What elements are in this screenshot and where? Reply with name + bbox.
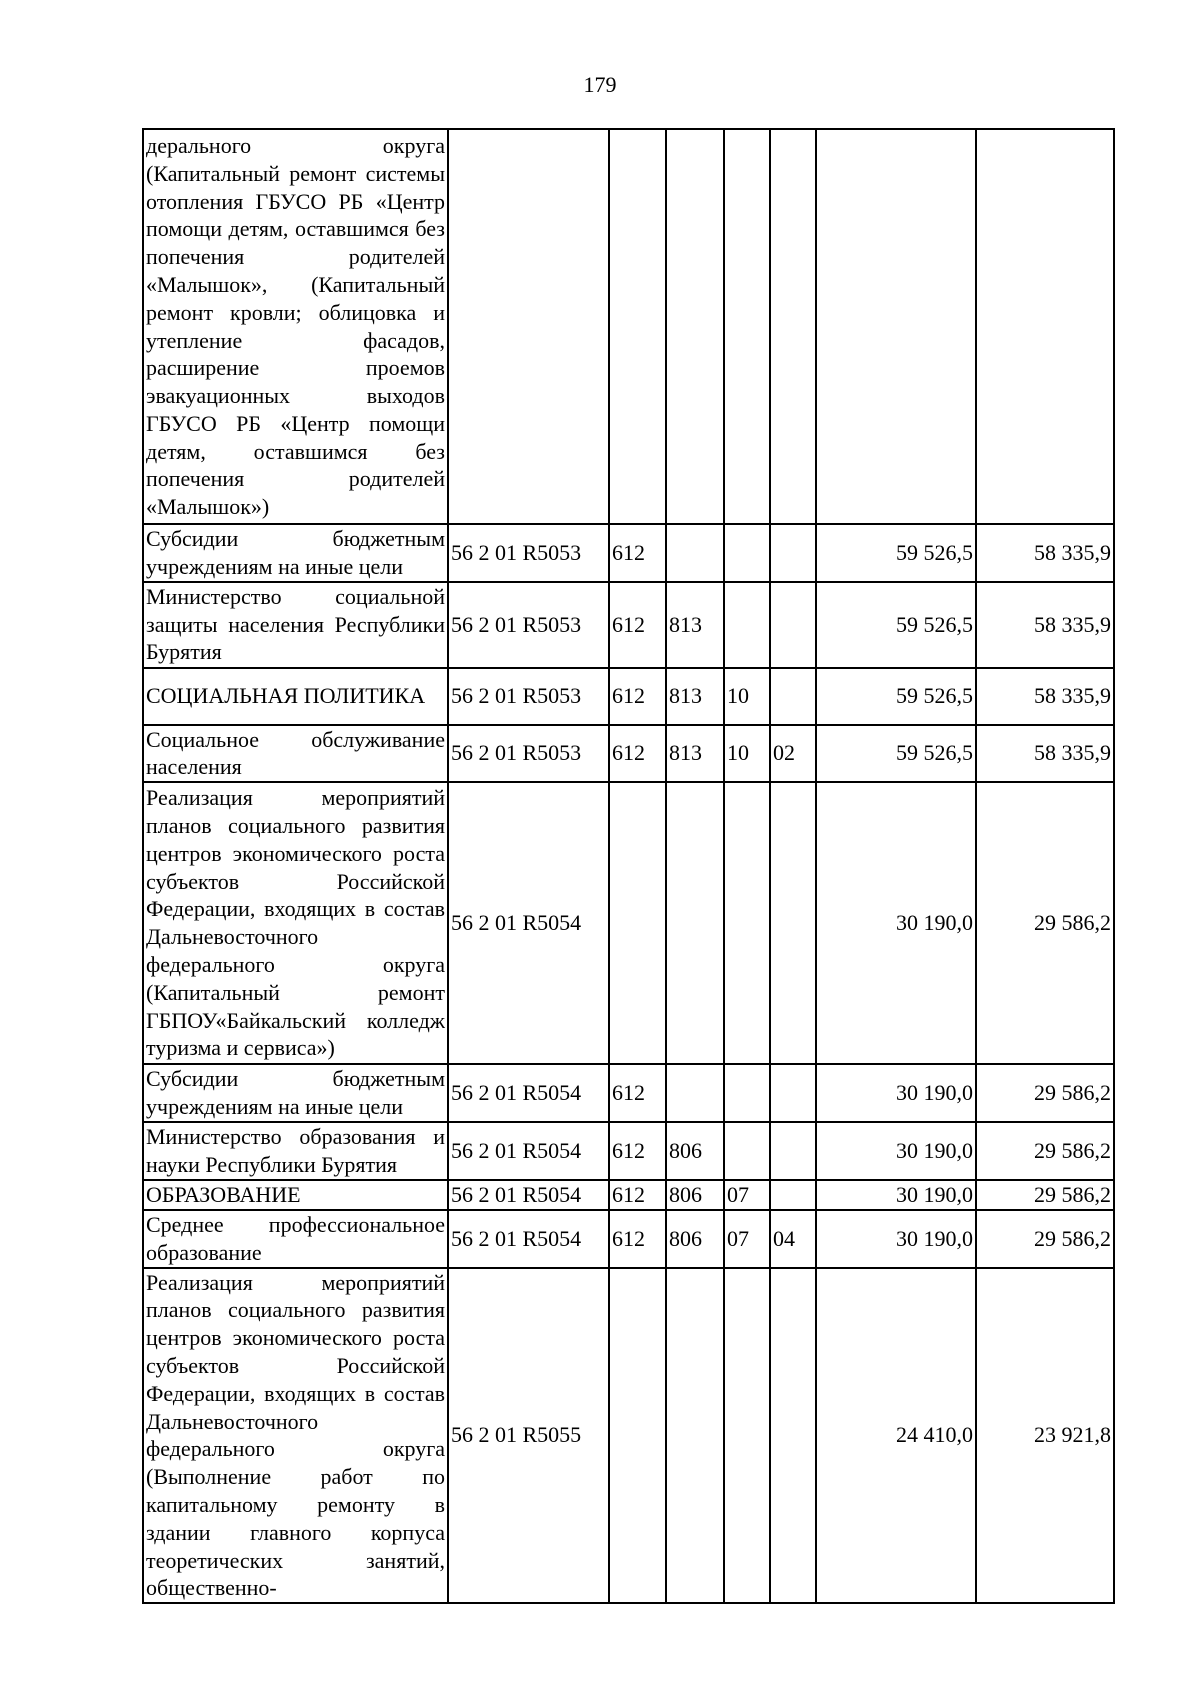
table-row <box>143 782 1114 1064</box>
table-row <box>143 1064 1114 1122</box>
amount-1-cell: 59 526,5 <box>816 725 976 783</box>
section-cell <box>724 582 770 668</box>
expense-type-cell: 612 <box>609 524 666 582</box>
ministry-cell <box>666 524 724 582</box>
target-code-cell: 56 2 01 R5053 <box>448 668 609 725</box>
target-code-cell: 56 2 01 R5054 <box>448 1180 609 1210</box>
description-cell: Реализация мероприятий планов социального развития центров экономического роста субъектов Российской Федерации, входящих в состав Дальневосточного федерального округа (Капитальный ремонт ГБПОУ«Байкальский колледж туризма и сервиса») <box>143 782 448 1064</box>
ministry-cell: 806 <box>666 1210 724 1268</box>
subsection-cell <box>770 1122 816 1180</box>
subsection-cell <box>770 1268 816 1604</box>
expense-type-cell: 612 <box>609 668 666 725</box>
subsection-cell: 02 <box>770 725 816 783</box>
table-row <box>143 1122 1114 1180</box>
amount-1-cell: 59 526,5 <box>816 582 976 668</box>
amount-1-cell: 30 190,0 <box>816 1064 976 1122</box>
description-cell: Субсидии бюджетным учреждениям на иные цели <box>143 524 448 582</box>
description-cell: Реализация мероприятий планов социального развития центров экономического роста субъектов Российской Федерации, входящих в состав Дальневосточного федерального округа (Выполнение работ по капитальному ремонту в здании главного корпуса теоретических занятий, общественно- <box>143 1268 448 1604</box>
page-number: 179 <box>583 72 617 97</box>
subsection-cell <box>770 1064 816 1122</box>
table-row <box>143 129 1114 524</box>
table-row <box>143 582 1114 668</box>
expense-type-cell <box>609 1268 666 1604</box>
description-cell: Социальное обслуживание населения <box>143 725 448 783</box>
amount-2-cell <box>976 129 1114 524</box>
target-code-cell: 56 2 01 R5054 <box>448 782 609 1064</box>
description-cell: Среднее профессиональное образование <box>143 1210 448 1268</box>
subsection-cell <box>770 782 816 1064</box>
subsection-cell <box>770 129 816 524</box>
section-cell: 10 <box>724 725 770 783</box>
expense-type-cell <box>609 129 666 524</box>
amount-2-cell: 58 335,9 <box>976 668 1114 725</box>
ministry-cell: 813 <box>666 668 724 725</box>
subsection-cell <box>770 1180 816 1210</box>
expense-type-cell: 612 <box>609 1122 666 1180</box>
section-cell <box>724 1268 770 1604</box>
description-cell: дерального округа (Капитальный ремонт системы отопления ГБУСО РБ «Центр помощи детям, оставшимся без попечения родителей «Малышок», (Капитальный ремонт кровли; облицовка и утепление фасадов, расширение проемов эвакуационных выходов ГБУСО РБ «Центр помощи детям, оставшимся без попечения родителей «Малышок») <box>143 129 448 524</box>
amount-1-cell <box>816 129 976 524</box>
amount-2-cell: 29 586,2 <box>976 1210 1114 1268</box>
section-cell <box>724 1122 770 1180</box>
subsection-cell <box>770 582 816 668</box>
section-cell <box>724 524 770 582</box>
subsection-cell: 04 <box>770 1210 816 1268</box>
ministry-cell <box>666 1064 724 1122</box>
section-cell: 07 <box>724 1180 770 1210</box>
amount-2-cell: 23 921,8 <box>976 1268 1114 1604</box>
expense-type-cell: 612 <box>609 725 666 783</box>
section-cell <box>724 782 770 1064</box>
amount-1-cell: 59 526,5 <box>816 668 976 725</box>
amount-1-cell: 30 190,0 <box>816 1122 976 1180</box>
ministry-cell: 813 <box>666 582 724 668</box>
target-code-cell: 56 2 01 R5053 <box>448 582 609 668</box>
amount-1-cell: 30 190,0 <box>816 1210 976 1268</box>
section-cell: 10 <box>724 668 770 725</box>
ministry-cell: 806 <box>666 1122 724 1180</box>
amount-2-cell: 29 586,2 <box>976 1180 1114 1210</box>
table-row <box>143 524 1114 582</box>
expense-type-cell: 612 <box>609 582 666 668</box>
amount-1-cell: 59 526,5 <box>816 524 976 582</box>
description-cell: Министерство образования и науки Республики Бурятия <box>143 1122 448 1180</box>
table-row <box>143 1210 1114 1268</box>
amount-1-cell: 30 190,0 <box>816 1180 976 1210</box>
description-cell: Субсидии бюджетным учреждениям на иные цели <box>143 1064 448 1122</box>
expense-type-cell: 612 <box>609 1210 666 1268</box>
target-code-cell: 56 2 01 R5053 <box>448 524 609 582</box>
section-cell <box>724 1064 770 1122</box>
target-code-cell: 56 2 01 R5054 <box>448 1064 609 1122</box>
expense-type-cell <box>609 782 666 1064</box>
ministry-cell <box>666 129 724 524</box>
target-code-cell: 56 2 01 R5053 <box>448 725 609 783</box>
section-cell <box>724 129 770 524</box>
amount-1-cell: 24 410,0 <box>816 1268 976 1604</box>
budget-table <box>142 128 1115 1604</box>
amount-1-cell: 30 190,0 <box>816 782 976 1064</box>
table-row <box>143 1180 1114 1210</box>
description-cell: Министерство социальной защиты населения Республики Бурятия <box>143 582 448 668</box>
table-row <box>143 1268 1114 1604</box>
amount-2-cell: 58 335,9 <box>976 524 1114 582</box>
target-code-cell: 56 2 01 R5054 <box>448 1122 609 1180</box>
section-cell: 07 <box>724 1210 770 1268</box>
amount-2-cell: 29 586,2 <box>976 1122 1114 1180</box>
description-cell: ОБРАЗОВАНИЕ <box>143 1180 448 1210</box>
amount-2-cell: 58 335,9 <box>976 582 1114 668</box>
ministry-cell: 813 <box>666 725 724 783</box>
subsection-cell <box>770 524 816 582</box>
expense-type-cell: 612 <box>609 1180 666 1210</box>
target-code-cell: 56 2 01 R5054 <box>448 1210 609 1268</box>
target-code-cell: 56 2 01 R5055 <box>448 1268 609 1604</box>
ministry-cell <box>666 782 724 1064</box>
amount-2-cell: 58 335,9 <box>976 725 1114 783</box>
table-row <box>143 725 1114 783</box>
description-cell: СОЦИАЛЬНАЯ ПОЛИТИКА <box>143 668 448 725</box>
amount-2-cell: 29 586,2 <box>976 782 1114 1064</box>
target-code-cell <box>448 129 609 524</box>
subsection-cell <box>770 668 816 725</box>
ministry-cell: 806 <box>666 1180 724 1210</box>
table-row <box>143 668 1114 725</box>
amount-2-cell: 29 586,2 <box>976 1064 1114 1122</box>
ministry-cell <box>666 1268 724 1604</box>
expense-type-cell: 612 <box>609 1064 666 1122</box>
